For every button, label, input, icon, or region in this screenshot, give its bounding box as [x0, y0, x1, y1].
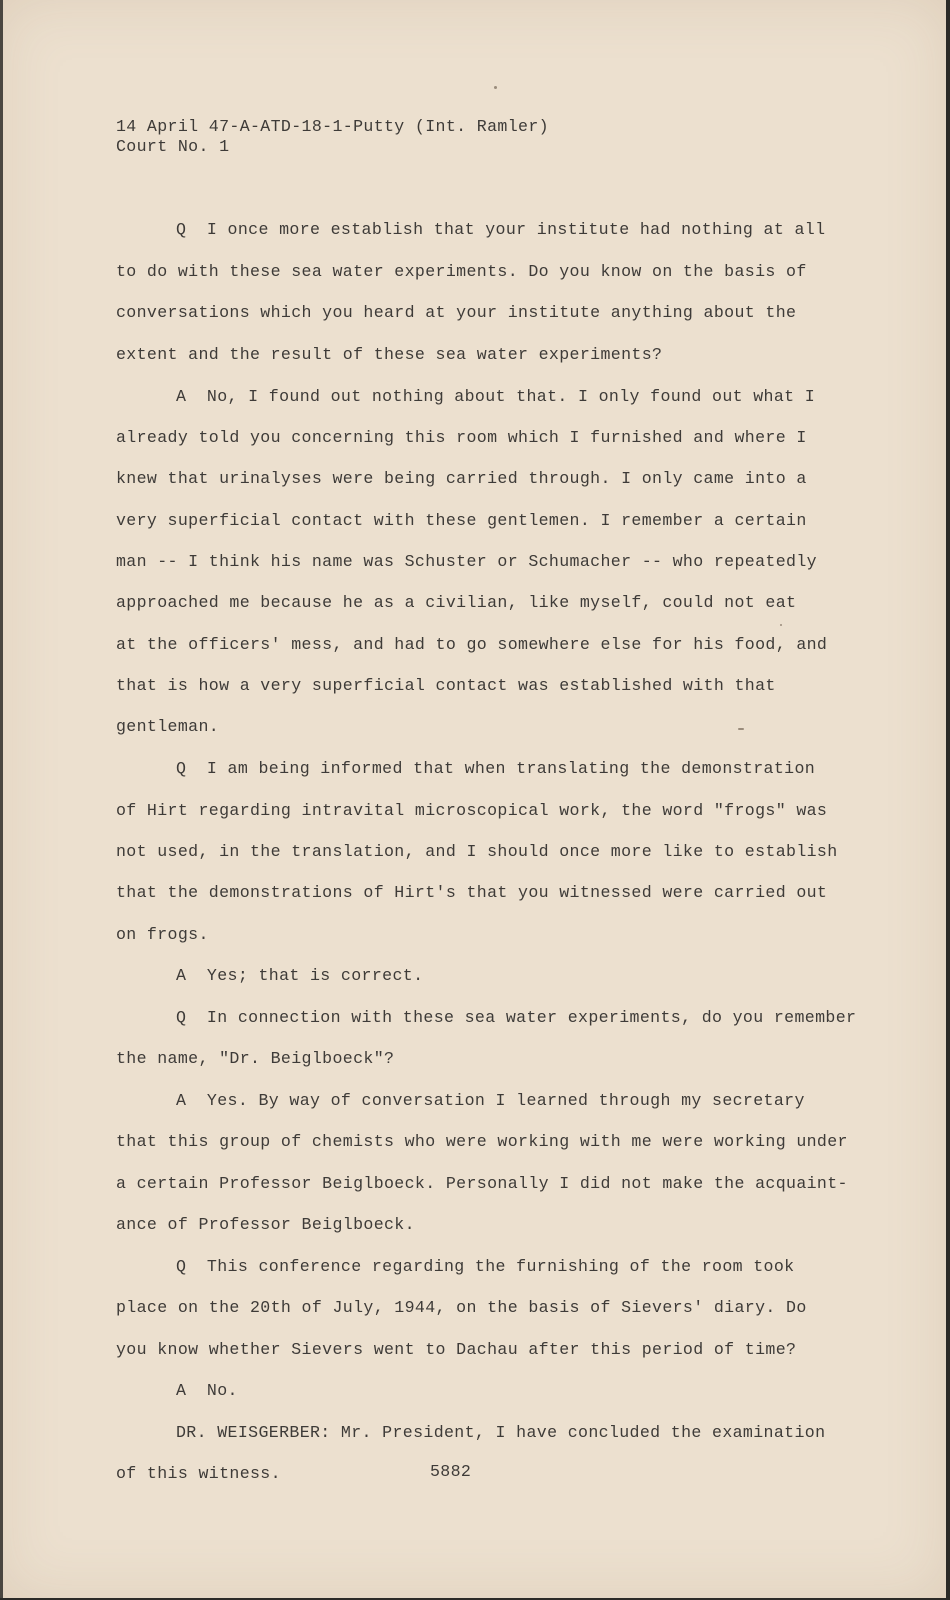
body-line: already told you concerning this room which I furnished and where I: [116, 428, 807, 447]
body-line: that this group of chemists who were working with me were working under: [116, 1132, 848, 1151]
body-line: you know whether Sievers went to Dachau after this period of time?: [116, 1340, 797, 1359]
body-line: A No.: [176, 1381, 238, 1400]
body-line: the name, "Dr. Beiglboeck"?: [116, 1049, 395, 1068]
body-line: place on the 20th of July, 1944, on the basis of Sievers' diary. Do: [116, 1298, 807, 1317]
body-line: Q In connection with these sea water experiments, do you remember: [176, 1008, 857, 1027]
body-line: A No, I found out nothing about that. I only found out what I: [176, 387, 816, 406]
body-line: of this witness.: [116, 1464, 281, 1483]
page-number: 5882: [430, 1462, 472, 1481]
body-line: on frogs.: [116, 925, 209, 944]
page-left-edge: [0, 0, 3, 1598]
header-line-2: Court No. 1: [116, 137, 230, 156]
body-line: at the officers' mess, and had to go somewhere else for his food, and: [116, 635, 828, 654]
body-line: DR. WEISGERBER: Mr. President, I have concluded the examination: [176, 1423, 826, 1442]
paper-speck: [494, 86, 497, 89]
paper-speck: [780, 624, 782, 626]
body-line: of Hirt regarding intravital microscopical work, the word "frogs" was: [116, 801, 828, 820]
body-line: A Yes; that is correct.: [176, 966, 424, 985]
body-line: a certain Professor Beiglboeck. Personally I did not make the acquaint-: [116, 1174, 848, 1193]
header-line-1: 14 April 47-A-ATD-18-1-Putty (Int. Ramler): [116, 117, 549, 136]
body-line: very superficial contact with these gentlemen. I remember a certain: [116, 511, 807, 530]
body-line: Q I am being informed that when translating the demonstration: [176, 759, 816, 778]
body-line: that is how a very superficial contact was established with that: [116, 676, 776, 695]
body-line: ance of Professor Beiglboeck.: [116, 1215, 415, 1234]
body-line: knew that urinalyses were being carried through. I only came into a: [116, 469, 807, 488]
body-line: gentleman.: [116, 717, 220, 736]
body-line: not used, in the translation, and I should once more like to establish: [116, 842, 838, 861]
body-line: man -- I think his name was Schuster or Schumacher -- who repeatedly: [116, 552, 817, 571]
body-line: to do with these sea water experiments. Do you know on the basis of: [116, 262, 807, 281]
body-line: extent and the result of these sea water experiments?: [116, 345, 663, 364]
body-line: Q This conference regarding the furnishing of the room took: [176, 1257, 795, 1276]
body-line: approached me because he as a civilian, like myself, could not eat: [116, 593, 797, 612]
body-line: Q I once more establish that your institute had nothing at all: [176, 220, 826, 239]
body-line: A Yes. By way of conversation I learned through my secretary: [176, 1091, 805, 1110]
paper-speck: [738, 728, 744, 730]
body-line: conversations which you heard at your institute anything about the: [116, 303, 797, 322]
body-line: that the demonstrations of Hirt's that you witnessed were carried out: [116, 883, 828, 902]
